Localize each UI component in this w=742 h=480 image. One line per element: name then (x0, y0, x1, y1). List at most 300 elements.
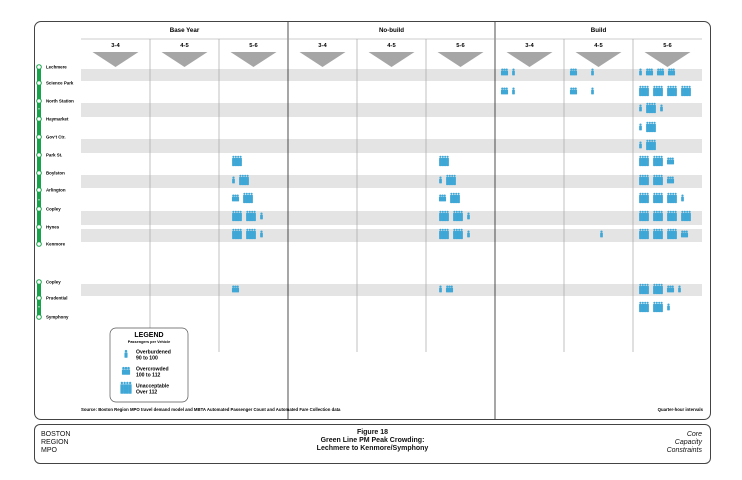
topic-label (602, 431, 702, 455)
person-head (653, 211, 655, 213)
person-head (647, 197, 649, 199)
person-head (656, 211, 658, 213)
person-head (439, 215, 441, 217)
person-body (467, 215, 470, 220)
person-head (232, 160, 234, 162)
station-marker (37, 280, 42, 285)
interval-header: 3-4 (525, 43, 534, 49)
person-head (232, 195, 234, 197)
person-head (453, 233, 455, 235)
person-head (512, 88, 514, 90)
person-head (240, 233, 242, 235)
person-head (251, 211, 253, 213)
station-label: Prudential (46, 295, 68, 301)
legend-range: Over 112 (136, 389, 158, 396)
person-head (639, 69, 641, 71)
interval-header: 5-6 (663, 43, 672, 49)
person-body (653, 128, 656, 132)
person-head (127, 367, 130, 370)
person-body (446, 217, 449, 221)
person-head (658, 229, 660, 231)
person-head (600, 231, 602, 233)
person-head (639, 197, 641, 199)
interval-header: 3-4 (318, 43, 327, 49)
person-body (591, 71, 594, 76)
person-body (639, 235, 642, 239)
person-head (644, 302, 646, 304)
person-head (642, 302, 644, 304)
person-head (653, 233, 655, 235)
person-body (467, 233, 470, 238)
person-head (646, 107, 648, 109)
person-head (661, 156, 663, 158)
person-head (647, 179, 649, 181)
legend-range: 100 to 112 (136, 372, 161, 379)
person-head (656, 306, 658, 308)
person-head (444, 211, 446, 213)
person-body (656, 92, 659, 96)
person-head (246, 197, 248, 199)
overburdened-icon (639, 69, 642, 76)
direction-arrow (645, 52, 691, 67)
person-body (251, 235, 254, 239)
person-head (237, 211, 239, 213)
overcrowded-icon (667, 158, 674, 165)
person-head (121, 386, 123, 388)
person-body (449, 181, 452, 185)
person-head (653, 193, 655, 195)
person-head (455, 197, 457, 199)
overcrowded-icon (667, 177, 674, 184)
person-head (251, 229, 253, 231)
person-head (661, 215, 663, 217)
person-body (129, 389, 132, 394)
overburdened-icon (260, 213, 263, 220)
unacceptable-icon (232, 156, 242, 166)
person-head (672, 286, 674, 288)
person-body (660, 181, 663, 185)
person-body (246, 199, 249, 203)
person-head (454, 179, 456, 181)
person-body (681, 92, 684, 96)
person-head (656, 288, 658, 290)
person-head (649, 103, 651, 105)
person-body (453, 199, 456, 203)
overburdened-icon (512, 69, 515, 76)
person-head (670, 90, 672, 92)
person-head (642, 175, 644, 177)
person-head (458, 211, 460, 213)
person-head (254, 229, 256, 231)
person-body (251, 217, 254, 221)
person-body (658, 199, 661, 203)
person-head (653, 284, 655, 286)
person-head (639, 233, 641, 235)
person-head (456, 229, 458, 231)
person-head (661, 306, 663, 308)
person-body (450, 288, 453, 293)
person-head (672, 90, 674, 92)
person-head (667, 177, 669, 179)
person-body (456, 235, 459, 239)
person-body (670, 92, 673, 96)
person-head (670, 69, 672, 71)
person-head (441, 195, 443, 197)
person-head (447, 160, 449, 162)
person-head (670, 233, 672, 235)
figure-title-line-2: Lechmere to Kenmore/Symphony (316, 445, 429, 452)
person-head (453, 193, 455, 195)
station-marker (37, 225, 42, 230)
person-head (232, 211, 234, 213)
person-body (127, 369, 130, 374)
person-body (442, 162, 445, 166)
station-marker (37, 171, 42, 176)
chevron-marker: » (37, 106, 41, 111)
person-head (681, 195, 683, 197)
person-head (675, 90, 677, 92)
person-head (639, 86, 641, 88)
person-body (658, 235, 661, 239)
person-head (453, 215, 455, 217)
unacceptable-icon (439, 156, 449, 166)
person-head (672, 177, 674, 179)
person-head (675, 229, 677, 231)
station-marker (37, 65, 42, 70)
person-head (656, 229, 658, 231)
person-body (126, 389, 129, 394)
person-head (123, 382, 125, 384)
person-head (653, 160, 655, 162)
person-head (686, 211, 688, 213)
person-body (123, 389, 126, 394)
person-body (660, 162, 663, 166)
person-head (439, 160, 441, 162)
person-head (667, 197, 669, 199)
person-body (253, 235, 256, 239)
person-head (458, 193, 460, 195)
person-head (449, 175, 451, 177)
unacceptable-icon (639, 86, 649, 96)
person-head (444, 229, 446, 231)
station-marker (37, 135, 42, 140)
person-head (681, 90, 683, 92)
overburdened-icon (439, 286, 442, 293)
person-body (672, 92, 675, 96)
person-head (649, 126, 651, 128)
person-head (661, 86, 663, 88)
person-head (455, 193, 457, 195)
person-body (249, 217, 252, 221)
person-body (649, 146, 652, 150)
unacceptable-icon (653, 156, 663, 166)
person-head (639, 306, 641, 308)
segment-band-2 (81, 103, 702, 117)
person-body (667, 199, 670, 203)
interval-header: 4-5 (594, 43, 603, 49)
person-body (646, 128, 649, 132)
person-head (232, 156, 234, 158)
person-head (246, 229, 248, 231)
person-head (639, 288, 641, 290)
station-marker (37, 99, 42, 104)
person-head (656, 302, 658, 304)
person-head (658, 175, 660, 177)
person-body (512, 71, 515, 76)
person-body (656, 308, 659, 312)
person-body (248, 199, 251, 203)
person-body (639, 107, 642, 112)
person-head (639, 229, 641, 231)
overcrowded-icon (667, 286, 674, 293)
person-head (670, 215, 672, 217)
person-body (512, 90, 515, 95)
overburdened-icon (439, 177, 442, 184)
person-head (444, 156, 446, 158)
person-head (639, 105, 641, 107)
person-body (446, 235, 449, 239)
person-head (247, 179, 249, 181)
person-body (658, 181, 661, 185)
person-body (653, 199, 656, 203)
person-head (442, 233, 444, 235)
person-body (246, 235, 249, 239)
overburdened-icon (467, 231, 470, 238)
person-head (658, 197, 660, 199)
person-head (642, 211, 644, 213)
person-head (639, 179, 641, 181)
person-body (646, 290, 649, 294)
scenario-header: No-build (378, 27, 405, 34)
person-body (684, 92, 687, 96)
person-body (653, 235, 656, 239)
person-head (644, 160, 646, 162)
person-head (656, 284, 658, 286)
person-body (444, 235, 447, 239)
person-head (653, 229, 655, 231)
person-body (642, 162, 645, 166)
person-head (240, 229, 242, 231)
overburdened-icon (591, 69, 594, 76)
person-head (442, 215, 444, 217)
overburdened-icon (667, 304, 670, 311)
overburdened-icon (678, 286, 681, 293)
person-head (439, 156, 441, 158)
legend-subtitle: Passengers per Vehicle (127, 340, 171, 344)
person-head (649, 140, 651, 142)
person-head (444, 160, 446, 162)
person-head (642, 306, 644, 308)
person-head (658, 193, 660, 195)
person-body (644, 181, 647, 185)
person-body (646, 217, 649, 221)
overcrowded-icon (446, 286, 453, 293)
unacceptable-icon (639, 302, 649, 312)
unacceptable-icon (667, 193, 677, 203)
person-head (661, 160, 663, 162)
org-line-3: MPO (41, 447, 57, 454)
person-head (458, 233, 460, 235)
person-body (439, 235, 442, 239)
person-body (644, 290, 647, 294)
legend-title: LEGEND (134, 332, 164, 339)
person-head (670, 229, 672, 231)
person-head (642, 156, 644, 158)
person-body (450, 199, 453, 203)
legend-label: Overburdened (136, 349, 171, 356)
person-head (651, 144, 653, 146)
person-body (239, 235, 242, 239)
person-body (651, 146, 654, 150)
legend-label: Unacceptable (136, 383, 170, 390)
station-label: Gov't Ctr. (46, 134, 66, 140)
person-head (248, 197, 250, 199)
person-body (260, 233, 263, 238)
overburdened-icon (639, 105, 642, 112)
person-body (646, 162, 649, 166)
chevron-marker: » (37, 197, 41, 202)
person-body (671, 160, 674, 165)
person-head (240, 211, 242, 213)
person-head (672, 158, 674, 160)
overcrowded-icon (646, 69, 653, 76)
person-head (453, 229, 455, 231)
person-head (247, 175, 249, 177)
overcrowded-icon (570, 88, 577, 95)
person-body (600, 233, 603, 238)
overcrowded-icon (501, 69, 508, 76)
person-head (675, 193, 677, 195)
person-head (439, 286, 441, 288)
person-head (656, 86, 658, 88)
person-head (649, 122, 651, 124)
person-head (644, 229, 646, 231)
overcrowded-icon (122, 367, 130, 375)
person-body (667, 306, 670, 311)
person-head (644, 86, 646, 88)
person-head (461, 211, 463, 213)
person-head (656, 233, 658, 235)
direction-arrow (576, 52, 622, 67)
person-head (232, 286, 234, 288)
person-body (653, 162, 656, 166)
person-head (667, 304, 669, 306)
person-body (235, 162, 238, 166)
person-body (124, 352, 127, 357)
person-body (667, 92, 670, 96)
person-head (237, 286, 239, 288)
person-body (656, 235, 659, 239)
person-body (646, 146, 649, 150)
person-head (684, 90, 686, 92)
station-marker (37, 188, 42, 193)
person-head (675, 233, 677, 235)
person-body (237, 217, 240, 221)
person-head (653, 179, 655, 181)
person-body (439, 179, 442, 184)
person-head (254, 215, 256, 217)
person-body (646, 181, 649, 185)
person-head (232, 215, 234, 217)
person-head (689, 211, 691, 213)
person-body (453, 235, 456, 239)
direction-arrow (231, 52, 277, 67)
unacceptable-icon (667, 86, 677, 96)
person-body (670, 199, 673, 203)
person-head (467, 231, 469, 233)
person-body (455, 199, 458, 203)
person-head (661, 302, 663, 304)
person-head (658, 160, 660, 162)
person-body (244, 181, 247, 185)
person-head (661, 175, 663, 177)
person-body (444, 162, 447, 166)
person-head (684, 215, 686, 217)
person-head (661, 197, 663, 199)
person-head (506, 69, 508, 71)
person-body (642, 199, 645, 203)
person-head (653, 302, 655, 304)
person-body (446, 181, 449, 185)
person-head (653, 197, 655, 199)
person-head (686, 231, 688, 233)
person-head (506, 88, 508, 90)
person-head (661, 90, 663, 92)
person-head (639, 284, 641, 286)
person-body (453, 217, 456, 221)
person-body (667, 235, 670, 239)
segment-band-6 (81, 175, 702, 188)
person-head (646, 69, 648, 71)
person-head (454, 175, 456, 177)
person-head (644, 90, 646, 92)
direction-arrow (369, 52, 415, 67)
overcrowded-icon (501, 88, 508, 95)
direction-arrow (300, 52, 346, 67)
person-head (672, 215, 674, 217)
person-body (232, 179, 235, 184)
person-head (467, 213, 469, 215)
person-head (126, 386, 128, 388)
person-body (642, 235, 645, 239)
person-body (686, 92, 689, 96)
person-body (505, 71, 508, 76)
station-label: Hynes (46, 224, 60, 230)
person-head (244, 179, 246, 181)
person-body (656, 162, 659, 166)
person-head (232, 177, 234, 179)
person-body (243, 199, 246, 203)
person-head (646, 144, 648, 146)
person-head (240, 156, 242, 158)
legend-range: 90 to 100 (136, 355, 158, 362)
overcrowded-icon (439, 195, 446, 202)
person-head (656, 160, 658, 162)
person-body (439, 217, 442, 221)
person-head (639, 156, 641, 158)
person-body (253, 217, 256, 221)
person-body (672, 235, 675, 239)
person-head (642, 284, 644, 286)
person-head (659, 69, 661, 71)
person-head (653, 175, 655, 177)
person-head (237, 229, 239, 231)
station-marker (37, 207, 42, 212)
person-head (646, 140, 648, 142)
person-head (667, 193, 669, 195)
person-head (237, 195, 239, 197)
person-body (686, 217, 689, 221)
